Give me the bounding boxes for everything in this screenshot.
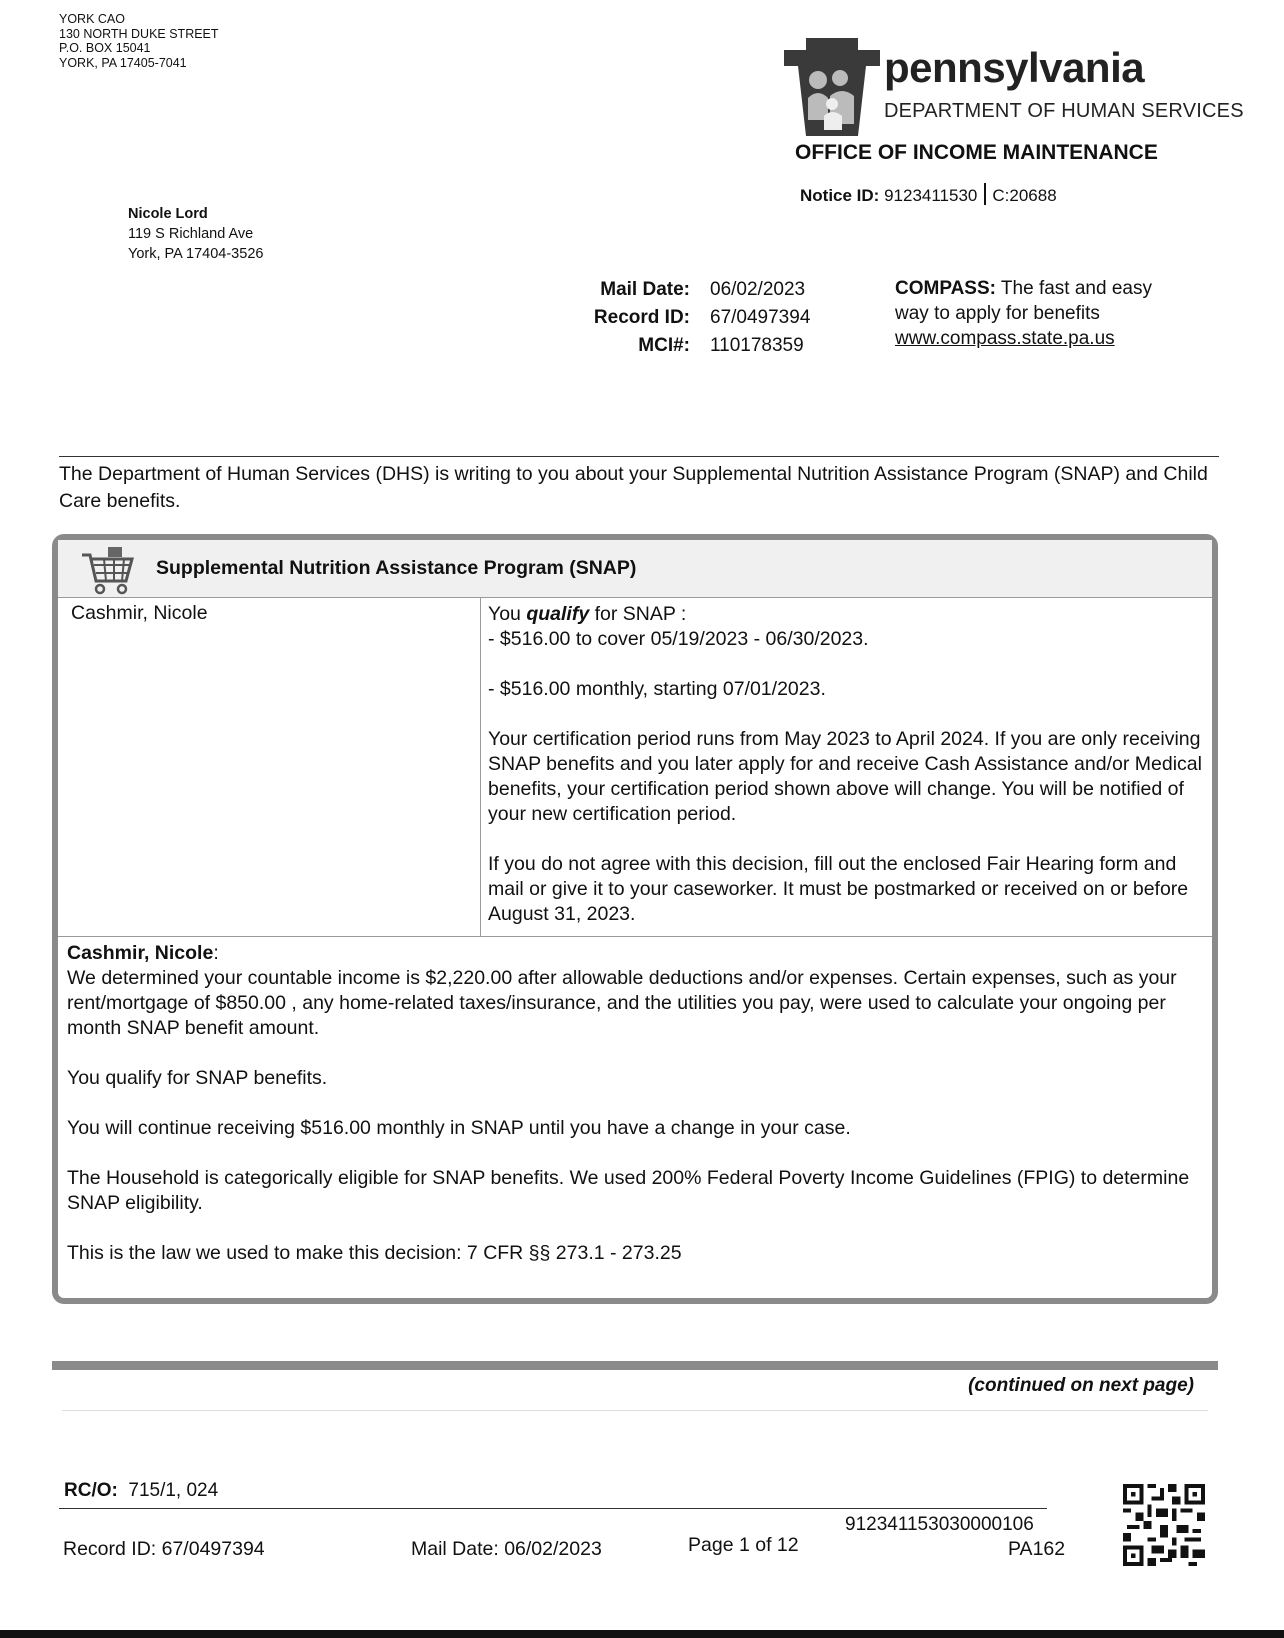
compass-link[interactable]: www.compass.state.pa.us [895, 328, 1115, 349]
record-id-value: 67/0497394 [710, 307, 811, 328]
detail-name: Cashmir, Nicole [67, 942, 214, 964]
sender-office: YORK CAO [59, 12, 125, 26]
notice-id-line [800, 183, 1057, 206]
logo-department: DEPARTMENT OF HUMAN SERVICES [884, 100, 1244, 122]
qualification-details [488, 602, 1203, 927]
rco-line [64, 1480, 218, 1502]
case-code: C:20688 [992, 186, 1057, 205]
fair-hearing-text: If you do not agree with this decision, fill out the enclosed Fair Hearing form and mail or give it to your caseworker. It must be postmarked or received on or before August 31, 2023. [488, 853, 1189, 925]
intro-paragraph: The Department of Human Services (DHS) is writing to you about your Supplemental Nutrition Assistance Program (SNAP) and Child Care benefits. [59, 463, 1208, 512]
office-title: OFFICE OF INCOME MAINTENANCE [795, 141, 1158, 164]
compass-text-1: The fast and easy [1000, 278, 1152, 299]
continued-label: (continued on next page) [968, 1375, 1194, 1396]
benefit-amount-initial: - $516.00 to cover 05/19/2023 - 06/30/2023. [488, 628, 869, 650]
qualify-statement: You qualify for SNAP benefits. [67, 1067, 328, 1089]
recipient-street: 119 S Richland Ave [128, 226, 254, 242]
notice-id-label: Notice ID: [800, 186, 880, 205]
beneficiary-name: Cashmir, Nicole [71, 602, 208, 624]
notice-id-value: 9123411530 [884, 186, 978, 205]
shopping-cart-icon [80, 545, 136, 595]
table-row-divider [58, 936, 1212, 937]
compass-promo [895, 276, 1152, 351]
categorical-eligibility-text: The Household is categorically eligible for SNAP benefits. We used 200% Federal Poverty Income Guidelines (FPIG) to determine SNAP eligibility. [67, 1167, 1190, 1214]
compass-text-2: way to apply for benefits [895, 303, 1100, 324]
keystone-family-logo-icon [784, 38, 880, 136]
recipient-city: York, PA 17404-3526 [128, 246, 264, 262]
sender-city: YORK, PA 17405-7041 [59, 55, 187, 70]
snap-section-title: Supplemental Nutrition Assistance Program (SNAP) [156, 557, 637, 579]
record-id-label: Record ID: [593, 307, 690, 328]
continued-bar [52, 1361, 1218, 1370]
rco-label: RC/O: [64, 1480, 118, 1501]
recipient-address [128, 204, 263, 264]
logo-wordmark: pennsylvania [884, 44, 1145, 91]
countable-income-text: We determined your countable income is $2,220.00 after allowable deductions and/or expenses. Certain expenses, such as your rent/mortgage of $850.00 , any home-related taxes/insurance, and the utilities you pay, were used to calculate your ongoing per month SNAP benefit amount. [67, 967, 1177, 1039]
mci-label: MCI#: [638, 335, 690, 356]
meta-values [710, 276, 810, 360]
mail-date-value: 06/02/2023 [710, 279, 806, 300]
notice-separator [984, 183, 986, 205]
page-number: Page 1 of 12 [688, 1534, 799, 1556]
income-details: Cashmir, Nicole: We determined your countable income is $2,220.00 after allowable deductions and/or expenses. Certain expenses, such as your rent/mortgage of $850.00 , any home-related taxes/insurance, and the utilities you pay, were used to calculate your ongoing per month SNAP benefit amount. You qualify for SNAP benefits. You will continue receiving $516.00 monthly in SNAP until you have a change in your case. The Household is categorically eligible for SNAP benefits. We used 200% Federal Poverty Income Guidelines (FPIG) to determine SNAP eligibility. This is the law we used to make this decision: 7 CFR §§ 273.1 - 273.25 [67, 941, 1207, 1266]
sender-po-box: P.O. BOX 15041 [59, 41, 151, 55]
qr-code-icon [1123, 1484, 1205, 1566]
law-citation: This is the law we used to make this decision: 7 CFR §§ 273.1 - 273.25 [67, 1242, 682, 1264]
qualify-line: You qualify for SNAP : [488, 603, 687, 625]
rco-value: 715/1, 024 [128, 1480, 219, 1501]
divider-top [59, 456, 1219, 457]
form-code: PA162 [1008, 1538, 1066, 1560]
continue-statement: You will continue receiving $516.00 monthly in SNAP until you have a change in your case. [67, 1117, 851, 1139]
footer-mail-date: Mail Date: 06/02/2023 [411, 1538, 602, 1560]
certification-period-text: Your certification period runs from May 2023 to April 2024. If you are only receiving SNAP benefits and you later apply for and receive Cash Assistance and/or Medical benefits, your certification period shown above will change. You will be notified of your new certification period. [488, 728, 1202, 825]
footer-record-id: Record ID: 67/0497394 [63, 1538, 265, 1560]
qualify-emphasis: qualify [526, 603, 590, 625]
page-bottom-band [0, 1630, 1284, 1638]
footer-divider [59, 1508, 1047, 1509]
mail-date-label: Mail Date: [600, 279, 690, 300]
table-column-divider [480, 597, 481, 936]
compass-label: COMPASS: [895, 278, 996, 299]
barcode-number: 912341153030000106 [845, 1514, 1034, 1535]
meta-labels [568, 276, 690, 360]
benefit-amount-monthly: - $516.00 monthly, starting 07/01/2023. [488, 678, 826, 700]
recipient-name: Nicole Lord [128, 206, 208, 222]
mci-value: 110178359 [710, 335, 804, 356]
sender-street: 130 NORTH DUKE STREET [59, 26, 219, 41]
sender-address [59, 12, 219, 70]
